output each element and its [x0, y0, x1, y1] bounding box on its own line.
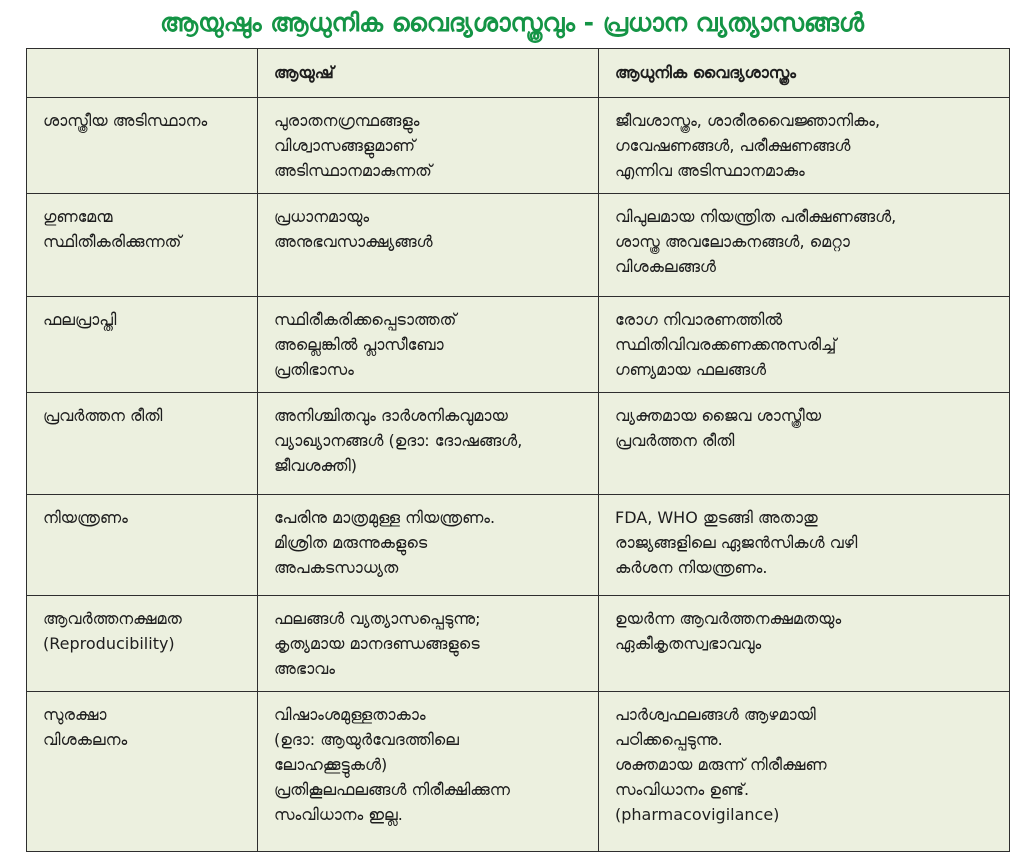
cell-line: ഗുണമേന്മ	[43, 207, 113, 226]
cell-line: അഭാവം	[274, 659, 335, 678]
ayush-cell	[258, 692, 599, 852]
modern-cell	[599, 297, 1010, 393]
cell-line: സ്ഥിതീകരിക്കുന്നത്	[43, 232, 182, 251]
ayush-cell	[258, 98, 599, 194]
cell-line: സംവിധാനം ഇല്ല.	[274, 805, 403, 824]
cell-line: ഫലപ്രാപ്തി	[43, 310, 117, 329]
criterion-cell	[27, 692, 258, 852]
header-ayush: ആയുഷ്	[258, 49, 599, 98]
cell-line: പ്രതികൂലഫലങ്ങൾ നിരീക്ഷിക്കുന്ന	[274, 780, 510, 799]
table-row	[27, 194, 1010, 297]
cell-line: നിയന്ത്രണം	[43, 508, 128, 527]
modern-cell	[599, 495, 1010, 596]
ayush-cell	[258, 297, 599, 393]
cell-line: വ്യക്തമായ ജൈവ ശാസ്ത്രീയ	[615, 406, 822, 425]
cell-line: കർശന നിയന്ത്രണം.	[615, 558, 768, 577]
ayush-cell	[258, 596, 599, 692]
cell-line: FDA, WHO തുടങ്ങി അതാതു	[615, 508, 818, 527]
cell-line: ഏകീകൃതസ്വഭാവവും	[615, 634, 762, 653]
criterion-cell	[27, 495, 258, 596]
table-row	[27, 393, 1010, 495]
cell-line: (ഉദാ: ആയുർവേദത്തിലെ	[274, 730, 459, 749]
criterion-cell	[27, 393, 258, 495]
cell-line: പ്രവർത്തന രീതി	[43, 406, 163, 425]
cell-line: ശക്തമായ മരുന്ന് നിരീക്ഷണ	[615, 755, 827, 774]
table-row	[27, 297, 1010, 393]
cell-line: പാർശ്വഫലങ്ങൾ ആഴമായി	[615, 705, 816, 724]
cell-line: വിഷാംശമുള്ളതാകാം	[274, 705, 426, 724]
criterion-cell	[27, 297, 258, 393]
cell-line: അനുഭവസാക്ഷ്യങ്ങൾ	[274, 232, 433, 251]
cell-line: സ്ഥിതിവിവരക്കണക്കനുസരിച്ച്	[615, 335, 837, 354]
header-criterion	[27, 49, 258, 98]
cell-line: ഉയർന്ന ആവർത്തനക്ഷമതയും	[615, 609, 842, 628]
ayush-cell	[258, 393, 599, 495]
cell-line: പേരിനു മാത്രമുള്ള നിയന്ത്രണം.	[274, 508, 496, 527]
criterion-cell	[27, 98, 258, 194]
cell-line: വിശകലനം	[43, 730, 128, 749]
cell-line: പുരാതനഗ്രന്ഥങ്ങളും	[274, 111, 420, 130]
cell-line: ലോഹക്കൂട്ടുകൾ)	[274, 755, 388, 774]
cell-line: രാജ്യങ്ങളിലെ ഏജൻസികൾ വഴി	[615, 533, 858, 552]
cell-line: അല്ലെങ്കിൽ പ്ലാസീബോ	[274, 335, 444, 354]
cell-line: ആവർത്തനക്ഷമത	[43, 609, 182, 628]
header-modern-medicine: ആധുനിക വൈദ്യശാസ്ത്രം	[599, 49, 1010, 98]
cell-line: അടിസ്ഥാനമാകുന്നത്	[274, 161, 432, 180]
cell-line: ജീവശാസ്ത്രം, ശാരീരവൈജ്ഞാനികം,	[615, 111, 881, 130]
cell-line: ജീവശക്തി)	[274, 456, 357, 475]
cell-line: (Reproducibility)	[43, 634, 175, 653]
cell-line: ഗണ്യമായ ഫലങ്ങൾ	[615, 360, 767, 379]
cell-line: എന്നിവ അടിസ്ഥാനമാകും	[615, 161, 805, 180]
cell-line: വിപുലമായ നിയന്ത്രിത പരീക്ഷണങ്ങൾ,	[615, 207, 897, 226]
ayush-cell	[258, 194, 599, 297]
cell-line: സ്ഥിരീകരിക്കപ്പെടാത്തത്	[274, 310, 457, 329]
cell-line: വ്യാഖ്യാനങ്ങൾ (ഉദാ: ദോഷങ്ങൾ,	[274, 431, 523, 450]
criterion-cell	[27, 194, 258, 297]
cell-line: പ്രതിഭാസം	[274, 360, 354, 379]
cell-line: സംവിധാനം ഉണ്ട്.	[615, 780, 750, 799]
cell-line: വിശകലങ്ങൾ	[615, 257, 716, 276]
cell-line: സുരക്ഷാ	[43, 705, 107, 724]
cell-line: രോഗ നിവാരണത്തിൽ	[615, 310, 783, 329]
cell-line: വിശ്വാസങ്ങളുമാണ്	[274, 136, 416, 155]
cell-line: കൃത്യമായ മാനദണ്ഡങ്ങളുടെ	[274, 634, 480, 653]
cell-line: ഗവേഷണങ്ങൾ, പരീക്ഷണങ്ങൾ	[615, 136, 851, 155]
modern-cell	[599, 393, 1010, 495]
cell-line: ഫലങ്ങൾ വ്യത്യാസപ്പെടുന്നു;	[274, 609, 481, 628]
modern-cell	[599, 596, 1010, 692]
cell-line: മിശ്രിത മരുന്നുകളുടെ	[274, 533, 428, 552]
cell-line: (pharmacovigilance)	[615, 805, 780, 824]
cell-line: അപകടസാധ്യത	[274, 558, 399, 577]
modern-cell	[599, 98, 1010, 194]
modern-cell	[599, 194, 1010, 297]
ayush-cell	[258, 495, 599, 596]
table-row	[27, 495, 1010, 596]
cell-line: അനിശ്ചിതവും ദാർശനികവുമായ	[274, 406, 508, 425]
cell-line: പ്രധാനമായും	[274, 207, 370, 226]
cell-line: പ്രവർത്തന രീതി	[615, 431, 735, 450]
cell-line: ശാസ്ത്രീയ അടിസ്ഥാനം	[43, 111, 208, 130]
table-row	[27, 98, 1010, 194]
cell-line: ശാസ്ത്ര അവലോകനങ്ങൾ, മെറ്റാ	[615, 232, 850, 251]
page-title: ആയുഷും ആധുനിക വൈദ്യശാസ്ത്രവും - പ്രധാന വ്യത്യാസങ്ങൾ	[160, 8, 864, 37]
modern-cell	[599, 692, 1010, 852]
table-header-row	[27, 49, 1010, 98]
comparison-table	[26, 48, 1010, 852]
table-row	[27, 596, 1010, 692]
criterion-cell	[27, 596, 258, 692]
cell-line: പഠിക്കപ്പെടുന്നു.	[615, 730, 723, 749]
table-row	[27, 692, 1010, 852]
